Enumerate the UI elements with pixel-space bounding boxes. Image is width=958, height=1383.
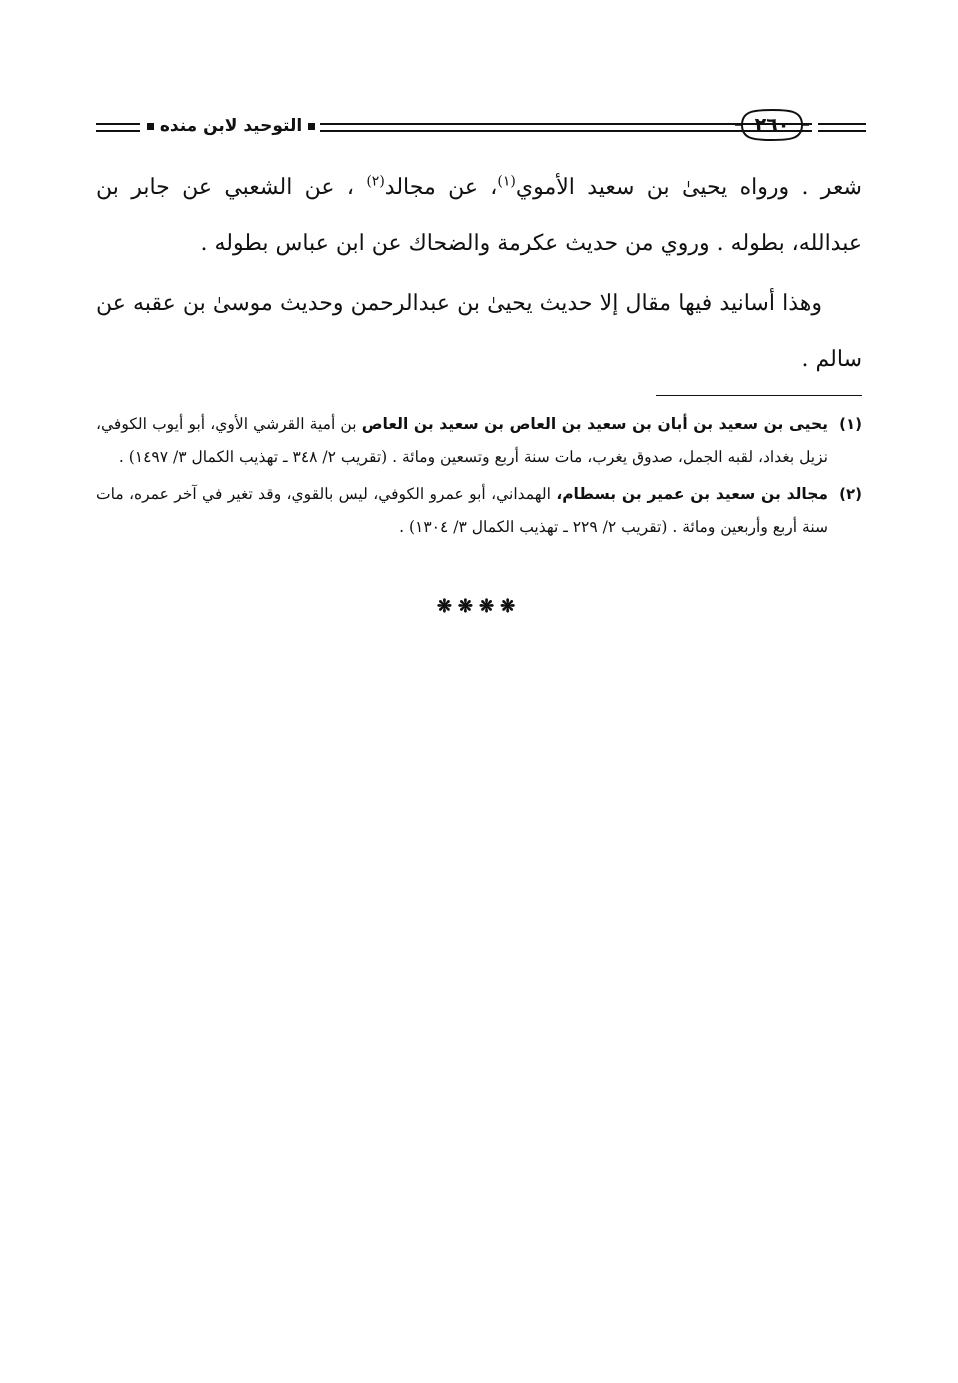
- book-title: التوحيد لابن منده: [159, 116, 303, 136]
- square-bullet-icon: [147, 123, 154, 130]
- footnote-separator: [656, 395, 862, 396]
- footnote-marker: (١): [497, 173, 516, 190]
- main-text: [96, 160, 862, 388]
- footnote: [96, 478, 862, 544]
- paragraph: [96, 160, 862, 272]
- header-title: [146, 110, 316, 142]
- paragraph: وهذا أسانيد فيها مقال إلا حديث يحيىٰ بن عبدالرحمن وحديث موسىٰ بن عقبه عن سالم .: [96, 291, 862, 372]
- page-number: ٢٦٠: [754, 114, 790, 136]
- header-rule-left: [96, 123, 140, 132]
- square-bullet-icon: [308, 123, 315, 130]
- header-rule-right: [818, 123, 866, 132]
- running-header: [96, 104, 866, 148]
- footnotes: [96, 408, 862, 548]
- footnote: [96, 408, 862, 474]
- footnote-name: يحيى بن سعيد بن أبان بن سعيد بن العاص بن سعيد بن العاص: [361, 415, 828, 433]
- page-number-badge: [734, 107, 810, 143]
- footnote-text: الهمداني، أبو عمرو الكوفي، ليس بالقوي، وقد تغير في آخر عمره، مات سنة أربع وأربعين ومائة . (تقريب ٢/ ٢٢٩ ـ تهذيب الكمال ٣/ ١٣٠٤) .: [96, 485, 828, 536]
- paragraph-text: ، عن مجالد: [384, 175, 498, 200]
- footnote-number: (٢): [839, 485, 862, 503]
- footnote-number: (١): [839, 415, 862, 433]
- end-ornament: ❋❋❋❋: [436, 596, 522, 617]
- paragraph-text: ، عن الشعبي عن جابر بن عبدالله، بطوله . وروي من حديث عكرمة والضحاك عن ابن عباس بطوله .: [96, 175, 862, 256]
- footnote-marker: (٢): [366, 173, 385, 190]
- paragraph-text: شعر . ورواه يحيىٰ بن سعيد الأموي: [515, 175, 862, 200]
- footnote-text: بن أمية القرشي الأوي، أبو أيوب الكوفي، نزيل بغداد، لقبه الجمل، صدوق يغرب، مات سنة أربع وتسعين ومائة . (تقريب ٢/ ٣٤٨ ـ تهذيب الكمال ٣/ ١٤٩٧) .: [96, 415, 828, 466]
- footnote-name: مجالد بن سعيد بن عمير بن بسطام،: [556, 485, 829, 503]
